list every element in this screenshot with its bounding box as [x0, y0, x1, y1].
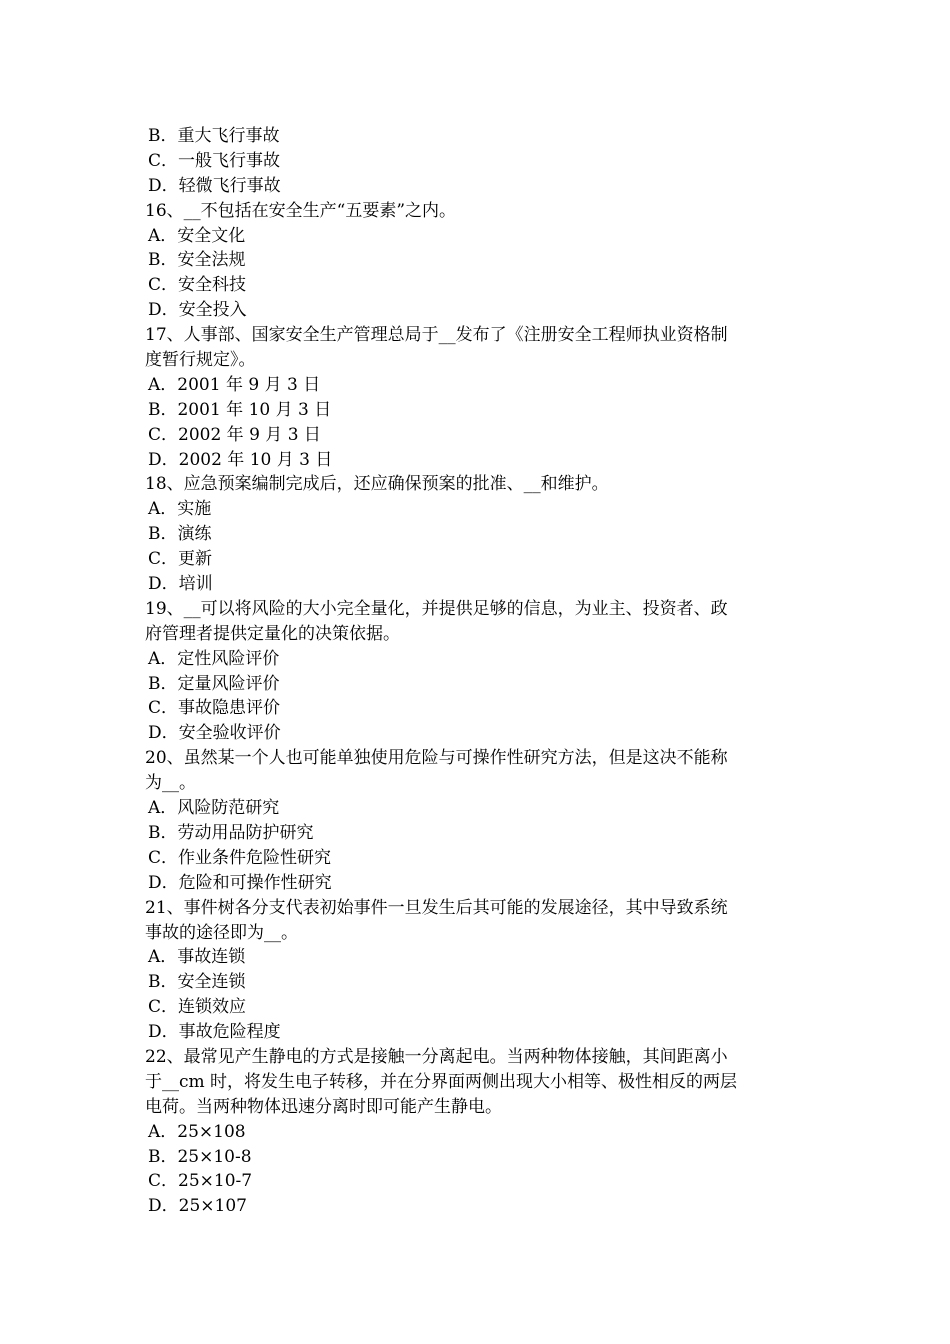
answer-option: A．2001 年 9 月 3 日: [148, 374, 321, 395]
answer-option: C．一般飞行事故: [148, 150, 281, 171]
answer-option: A．风险防范研究: [148, 798, 280, 819]
question-text-line: 17、人事部、国家安全生产管理总局于__发布了《注册安全工程师执业资格制: [145, 325, 728, 346]
question-text-line: 22、最常见产生静电的方式是接触一分离起电。当两种物体接触，其间距离小: [145, 1046, 728, 1067]
answer-option: A．25×108: [148, 1121, 246, 1142]
answer-option: B．2001 年 10 月 3 日: [148, 399, 332, 420]
answer-option: B．25×10-8: [148, 1146, 252, 1167]
answer-option: C．作业条件危险性研究: [148, 847, 332, 868]
answer-option: D．培训: [148, 574, 213, 595]
question-text-line: 于__cm 时，将发生电子转移，并在分界面两侧出现大小相等、极性相反的两层: [145, 1071, 738, 1092]
answer-option: A．安全文化: [148, 225, 246, 246]
answer-option: B．重大飞行事故: [148, 126, 280, 146]
answer-option: B．演练: [148, 524, 212, 545]
question-list: [145, 124, 810, 1219]
question-text-line: 事故的途径即为__。: [145, 922, 298, 943]
answer-option: D．25×107: [148, 1196, 247, 1217]
answer-option: B．安全法规: [148, 250, 246, 271]
answer-option: C．更新: [148, 549, 213, 570]
answer-option: C．事故隐患评价: [148, 698, 281, 719]
answer-option: B．安全连锁: [148, 972, 246, 993]
question-text-line: 18、应急预案编制完成后，还应确保预案的批准、__和维护。: [145, 474, 609, 495]
question-text-line: 府管理者提供定量化的决策依据。: [145, 623, 400, 644]
answer-option: C．连锁效应: [148, 997, 247, 1018]
answer-option: D．事故危险程度: [148, 1022, 281, 1043]
answer-option: C．2002 年 9 月 3 日: [148, 424, 321, 445]
answer-option: D．安全验收评价: [148, 723, 281, 744]
answer-option: C．25×10-7: [148, 1171, 253, 1192]
question-text-line: 为__。: [145, 773, 196, 794]
question-text-line: 度暂行规定》。: [145, 350, 256, 371]
answer-option: D．2002 年 10 月 3 日: [148, 449, 333, 470]
answer-option: D．轻微飞行事故: [148, 175, 281, 196]
answer-option: A．实施: [148, 499, 212, 520]
answer-option: D．危险和可操作性研究: [148, 872, 332, 893]
question-text-line: 电荷。当两种物体迅速分离时即可能产生静电。: [145, 1096, 502, 1117]
answer-option: D．安全投入: [148, 300, 247, 321]
answer-option: C．安全科技: [148, 275, 247, 296]
answer-option: A．定性风险评价: [148, 648, 280, 669]
question-text-line: 20、虽然某一个人也可能单独使用危险与可操作性研究方法，但是这决不能称: [145, 748, 728, 769]
question-text-line: 19、__可以将风险的大小完全量化，并提供足够的信息，为业主、投资者、政: [145, 598, 728, 619]
question-text-line: 21、事件树各分支代表初始事件一旦发生后其可能的发展途径，其中导致系统: [145, 897, 728, 918]
answer-option: B．定量风险评价: [148, 673, 280, 694]
question-text-line: 16、__不包括在安全生产“五要素”之内。: [145, 200, 457, 221]
answer-option: B．劳动用品防护研究: [148, 822, 314, 843]
answer-option: A．事故连锁: [148, 947, 246, 968]
